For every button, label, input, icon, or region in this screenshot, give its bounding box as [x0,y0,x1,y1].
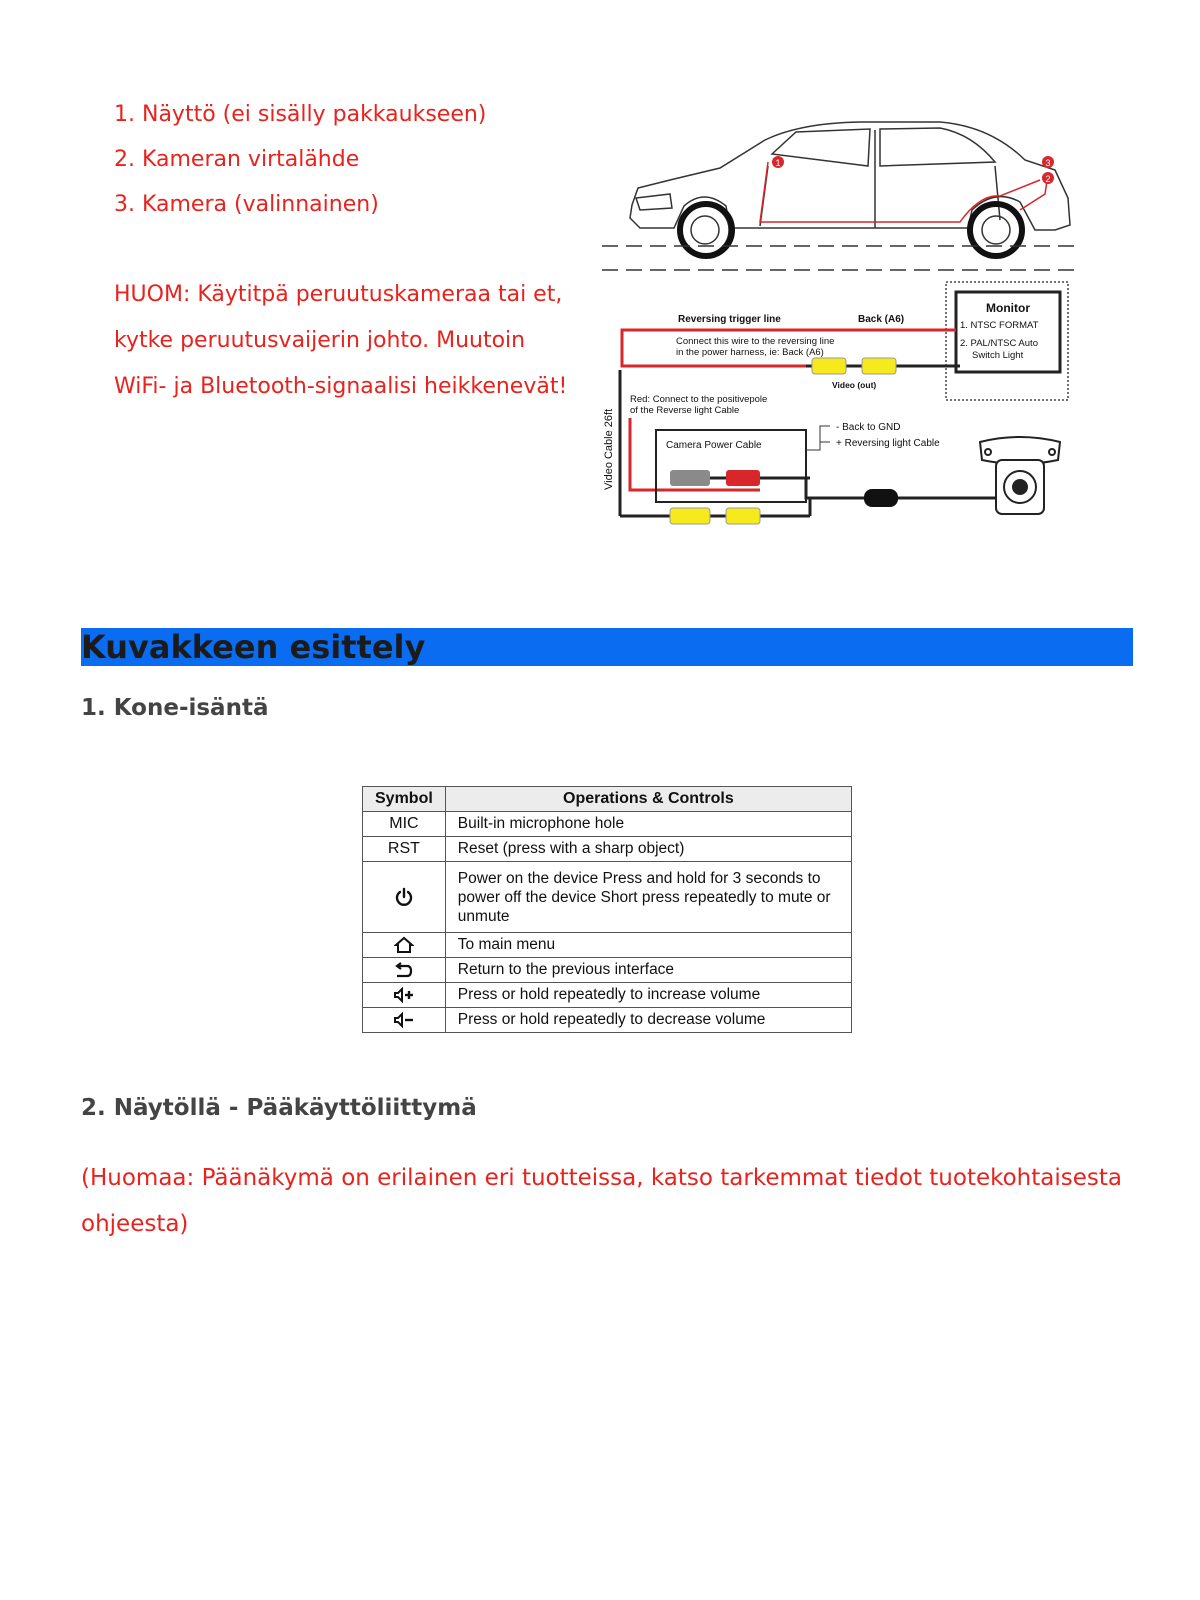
section-banner [81,628,1133,666]
warning-line: WiFi- ja Bluetooth-signaalisi heikkenevät! [114,374,568,399]
svg-text:2: 2 [1045,174,1051,184]
gnd-connector [670,470,710,486]
table-row [363,837,852,862]
callout-1 [772,156,784,168]
list-item: 1. Näyttö (ei sisälly pakkaukseen) [114,102,487,127]
monitor-spec-1: 1. NTSC FORMAT [960,320,1039,331]
operation-cell: Return to the previous interface [445,958,851,983]
monitor-spec-2: 2. PAL/NTSC Auto [960,338,1038,349]
controls-table-wrap [362,786,854,1033]
warning-line: kytke peruutusvaijerin johto. Muutoin [114,328,526,353]
callout-2 [1042,172,1054,184]
red-note-2: of the Reverse light Cable [630,405,740,416]
svg-text:3: 3 [1045,158,1051,168]
symbol-cell: MIC [363,812,446,837]
section-title: Kuvakkeen esittely [81,628,426,666]
rear-wheel [970,204,1022,256]
warning-note [114,272,584,410]
connect-note-1: Connect this wire to the reversing line [676,336,835,347]
subheading-host: 1. Kone-isäntä [81,695,269,721]
symbol-cell: RST [363,837,446,862]
header-operations: Operations & Controls [445,787,851,812]
subheading-screen: 2. Näytöllä - Pääkäyttöliittymä [81,1095,477,1121]
table-row [363,862,852,933]
video-out-label: Video (out) [832,380,877,390]
wiring-diagram [600,110,1100,550]
operation-cell: Reset (press with a sharp object) [445,837,851,862]
volume-down-icon [363,1008,446,1033]
cable-ferrite [864,489,898,507]
red-note-1: Red: Connect to the positivepole [630,394,768,405]
table-row [363,958,852,983]
video-connector [862,358,896,374]
screen-note: (Huomaa: Päänäkymä on erilainen eri tuotteissa, katso tarkemmat tiedot tuotekohtaisesta ohjeesta) [81,1165,1122,1237]
power-icon [363,862,446,933]
list-item: 3. Kamera (valinnainen) [114,192,379,217]
camera-video-connector [726,508,760,524]
back-a6-label: Back (A6) [858,314,905,325]
table-row [363,933,852,958]
camera-illustration [980,437,1060,514]
reversing-trigger-label: Reversing trigger line [678,314,781,325]
list-item: 2. Kameran virtalähde [114,147,360,172]
warning-line: HUOM: Käytitpä peruutuskameraa tai et, [114,282,563,307]
operation-cell: Power on the device Press and hold for 3 seconds to power off the device Short press repeatedly to mute or unmute [445,862,851,933]
operation-cell: To main menu [445,933,851,958]
wiring-diagram-svg [600,110,1100,550]
reversing-light-label: + Reversing light Cable [836,438,940,449]
power-connector [726,470,760,486]
back-icon [363,958,446,983]
operation-cell: Press or hold repeatedly to increase volume [445,983,851,1008]
controls-table [362,786,852,1033]
callout-3 [1042,156,1054,168]
car-illustration [630,122,1070,254]
connect-note-2: in the power harness, ie: Back (A6) [676,347,824,358]
table-row [363,812,852,837]
monitor-spec-2b: Switch Light [972,350,1024,361]
volume-up-icon [363,983,446,1008]
back-gnd-label: - Back to GND [836,422,901,433]
camera-power-label: Camera Power Cable [666,440,762,451]
camera-video-connector [670,508,710,524]
monitor-title: Monitor [986,301,1030,315]
header-symbol: Symbol [363,787,446,812]
operation-cell: Press or hold repeatedly to decrease volume [445,1008,851,1033]
install-list [114,92,584,227]
video-cable-label: Video Cable 26ft [603,408,615,490]
front-wheel [680,204,732,256]
operation-cell: Built-in microphone hole [445,812,851,837]
home-icon [363,933,446,958]
table-row [363,983,852,1008]
video-connector [812,358,846,374]
svg-text:1: 1 [775,158,781,168]
table-row [363,1008,852,1033]
